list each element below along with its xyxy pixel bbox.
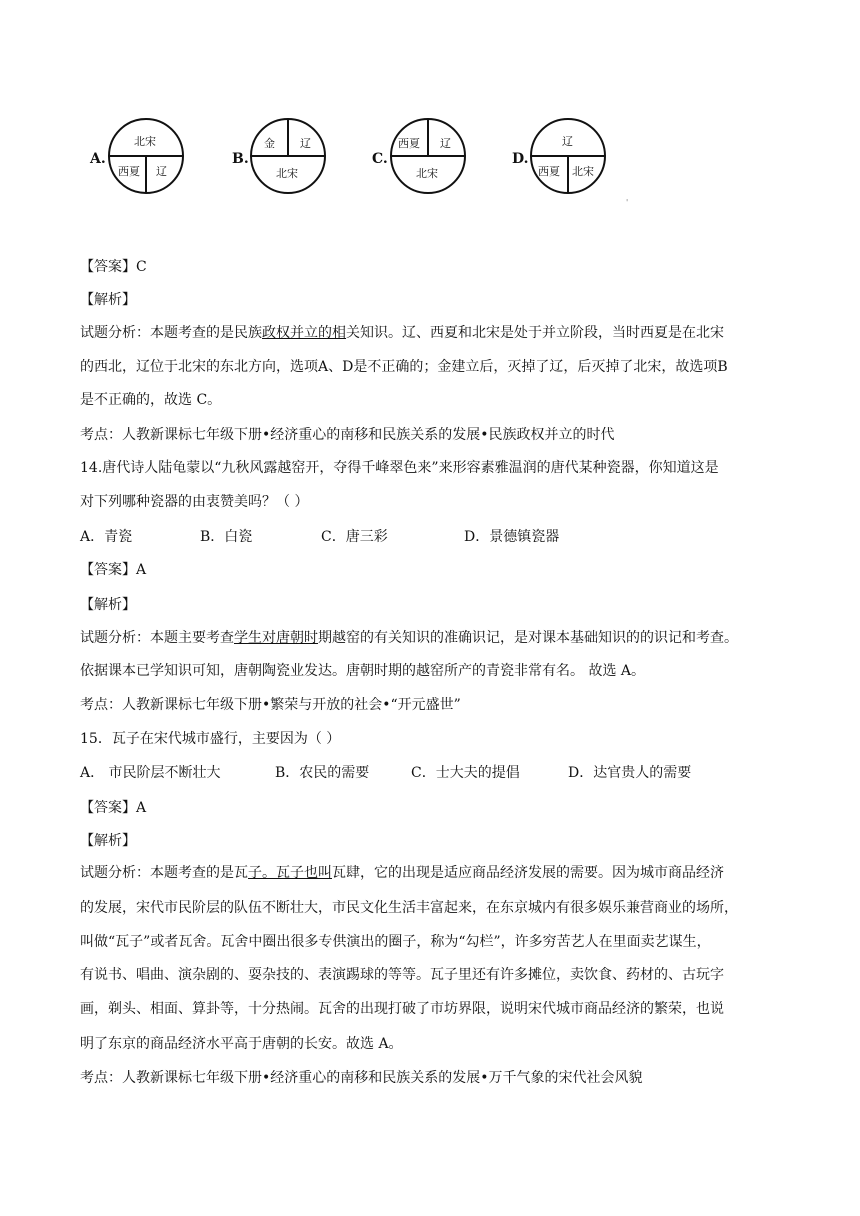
- text-run: 试题分析：本题考查的是瓦: [80, 865, 248, 881]
- q15-analysis-line-1: [80, 864, 815, 882]
- q14-question-line-1: 14.唐代诗人陆龟蒙以“九秋风露越窑开，夺得千峰翠色来”来形容素雅温润的唐代某种瓷器，你知道这是: [80, 460, 719, 476]
- q15-analysis-line-5: 画，剃头、相面、算卦等，十分热闹。瓦舍的出现打破了市坊界限，说明宋代城市商品经济的繁荣，也说: [80, 1001, 724, 1017]
- q14-analysis-line-1: [80, 629, 815, 647]
- option-a: A．青瓷: [80, 529, 133, 545]
- q13-analysis-line-1: [80, 324, 815, 342]
- option-letter: A.: [90, 151, 106, 167]
- option-b: B．白瓷: [200, 529, 253, 545]
- q15-analysis-line-4: 有说书、唱曲、演杂剧的、耍杂技的、表演踢球的等等。瓦子里还有许多摊位，卖饮食、药材的、古玩字: [80, 967, 724, 983]
- q14-analysis-title: 【解析】: [80, 597, 136, 613]
- circle-diagram-c: [372, 118, 512, 198]
- q14-analysis-line-2: 依据课本已学知识可知，唐朝陶瓷业发达。唐朝时期的越窑所产的青瓷非常有名。 故选 A。: [80, 663, 646, 679]
- q14-answer: 【答案】A: [80, 562, 147, 578]
- option-c-diagram: [372, 118, 512, 198]
- q15-point: 考点：人教新课标七年级下册•经济重心的南移和民族关系的发展•万千气象的宋代社会风貌: [80, 1070, 643, 1086]
- option-d-diagram: [512, 118, 652, 198]
- q15-analysis-line-2: 的发展，宋代市民阶层的队伍不断壮大，市民文化生活丰富起来，在东京城内有很多娱乐兼营商业的场所，: [80, 900, 738, 916]
- text-run: 试题分析：本题主要考查: [80, 630, 234, 646]
- underlined-text: 子。瓦子也叫: [248, 865, 332, 881]
- text-run: 瓦肆，它的出现是适应商品经济发展的需要。因为城市商品经济: [332, 865, 724, 881]
- cell-label: 辽: [562, 135, 573, 148]
- q15-analysis-line-3: 叫做“瓦子”或者瓦舍。瓦舍中圈出很多专供演出的圈子，称为“勾栏”，许多穷苦艺人在里面卖艺谋生，: [80, 934, 711, 950]
- text-run: 关知识。辽、西夏和北宋是处于并立阶段，当时西夏是在北宋: [346, 325, 724, 341]
- option-letter: B.: [232, 151, 249, 167]
- circle-diagram-b: [232, 118, 372, 198]
- q13-analysis-title: 【解析】: [80, 292, 136, 308]
- q15-question: 15．瓦子在宋代城市盛行，主要因为（ ）: [80, 731, 341, 747]
- stray-mark: ': [626, 198, 629, 207]
- option-c: C．士大夫的提倡: [411, 765, 520, 781]
- underlined-text: 政权并立的相: [262, 325, 346, 341]
- option-c: C．唐三彩: [321, 529, 388, 545]
- cell-label: 西夏: [538, 165, 560, 178]
- q14-question-line-2: 对下列哪种瓷器的由衷赞美吗？（ ）: [80, 494, 309, 510]
- cell-label: 辽: [440, 137, 451, 150]
- cell-label: 西夏: [398, 137, 420, 150]
- option-b: B．农民的需要: [275, 765, 370, 781]
- option-letter: D.: [512, 151, 529, 167]
- cell-label: 北宋: [134, 135, 156, 148]
- option-a: A． 市民阶层不断壮大: [80, 765, 221, 781]
- q15-analysis-line-6: 明了东京的商品经济水平高于唐朝的长安。故选 A。: [80, 1036, 403, 1052]
- text-run: 期越窑的有关知识的准确识记，是对课本基础知识的的识记和考查。: [318, 630, 738, 646]
- cell-label: 辽: [300, 137, 311, 150]
- q13-point: 考点：人教新课标七年级下册•经济重心的南移和民族关系的发展•民族政权并立的时代: [80, 427, 615, 443]
- q13-analysis-line-2: 的西北，辽位于北宋的东北方向，选项A、D是不正确的；金建立后，灭掉了辽，后灭掉了北宋，故选项B: [80, 359, 728, 375]
- cell-label: 西夏: [118, 165, 140, 178]
- diagram-options: [0, 118, 860, 208]
- cell-label: 北宋: [572, 165, 594, 178]
- circle-diagram-d: [512, 118, 652, 198]
- q13-answer: 【答案】C: [80, 259, 147, 275]
- option-d: D．达官贵人的需要: [568, 765, 692, 781]
- cell-label: 辽: [156, 165, 167, 178]
- option-letter: C.: [372, 151, 388, 167]
- option-a-diagram: [90, 118, 230, 198]
- option-b-diagram: [232, 118, 372, 198]
- cell-label: 金: [264, 137, 275, 150]
- circle-diagram-a: [90, 118, 230, 198]
- q15-answer: 【答案】A: [80, 800, 147, 816]
- option-d: D．景德镇瓷器: [464, 529, 560, 545]
- q15-analysis-title: 【解析】: [80, 833, 136, 849]
- q14-point: 考点：人教新课标七年级下册•繁荣与开放的社会•“开元盛世”: [80, 697, 461, 713]
- cell-label: 北宋: [276, 167, 298, 180]
- text-run: 试题分析：本题考查的是民族: [80, 325, 262, 341]
- underlined-text: 学生对唐朝时: [234, 630, 318, 646]
- cell-label: 北宋: [416, 167, 438, 180]
- q13-analysis-line-3: 是不正确的，故选 C。: [80, 392, 222, 408]
